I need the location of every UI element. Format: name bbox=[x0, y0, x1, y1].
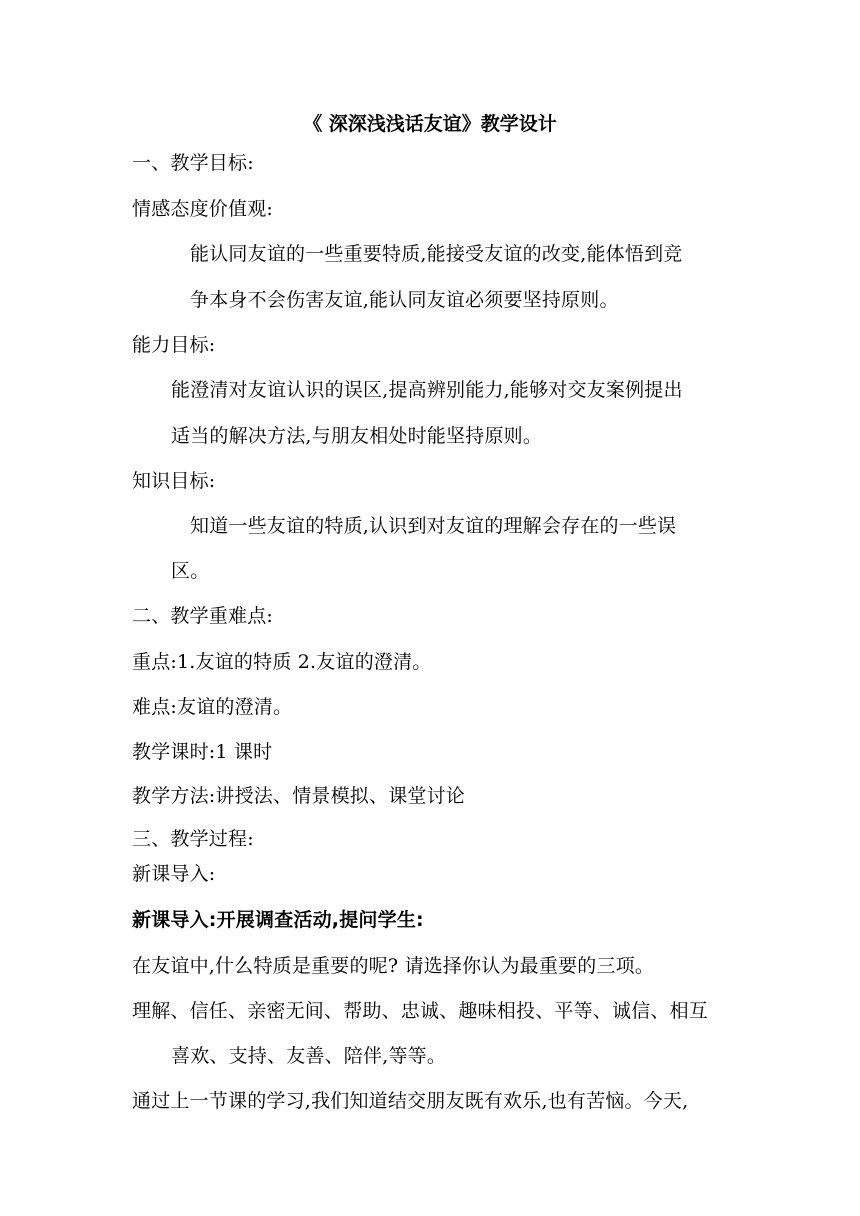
difficulty-line: 难点:友谊的澄清。 bbox=[132, 696, 293, 718]
paragraph-line: 区。 bbox=[171, 560, 210, 582]
paragraph-line: 喜欢、支持、友善、陪伴,等等。 bbox=[171, 1045, 447, 1067]
key-points-line: 重点:1.友谊的特质 2.友谊的澄清。 bbox=[132, 651, 432, 673]
subheading-knowledge-goals: 知识目标: bbox=[132, 470, 216, 492]
paragraph-line: 通过上一节课的学习,我们知道结交朋友既有欢乐,也有苦恼。今天, bbox=[132, 1090, 689, 1112]
section-heading-objectives: 一、教学目标: bbox=[132, 152, 254, 174]
subheading-ability-goals: 能力目标: bbox=[132, 334, 216, 356]
subheading-emotional-values: 情感态度价值观: bbox=[132, 198, 274, 220]
document-title: 《 深深浅浅话友谊》教学设计 bbox=[303, 113, 557, 135]
introduction-activity-heading: 新课导入:开展调查活动,提问学生: bbox=[132, 909, 424, 931]
class-hours-line: 教学课时:1 课时 bbox=[132, 741, 273, 763]
section-heading-process: 三、教学过程: bbox=[132, 828, 254, 850]
teaching-methods-line: 教学方法:讲授法、情景模拟、课堂讨论 bbox=[132, 785, 466, 807]
paragraph-line: 能认同友谊的一些重要特质,能接受友谊的改变,能体悟到竞 bbox=[190, 243, 683, 265]
paragraph-line: 争本身不会伤害友谊,能认同友谊必须要坚持原则。 bbox=[190, 289, 619, 311]
paragraph-line: 在友谊中,什么特质是重要的呢? 请选择你认为最重要的三项。 bbox=[132, 955, 655, 977]
paragraph-line: 知道一些友谊的特质,认识到对友谊的理解会存在的一些误 bbox=[190, 515, 677, 537]
subheading-introduction: 新课导入: bbox=[132, 863, 216, 885]
paragraph-line: 理解、信任、亲密无间、帮助、忠诚、趣味相投、平等、诚信、相互 bbox=[132, 1000, 709, 1022]
paragraph-line: 适当的解决方法,与朋友相处时能坚持原则。 bbox=[171, 425, 543, 447]
section-heading-key-points: 二、教学重难点: bbox=[132, 605, 274, 627]
paragraph-line: 能澄清对友谊认识的误区,提高辨别能力,能够对交友案例提出 bbox=[171, 379, 683, 401]
